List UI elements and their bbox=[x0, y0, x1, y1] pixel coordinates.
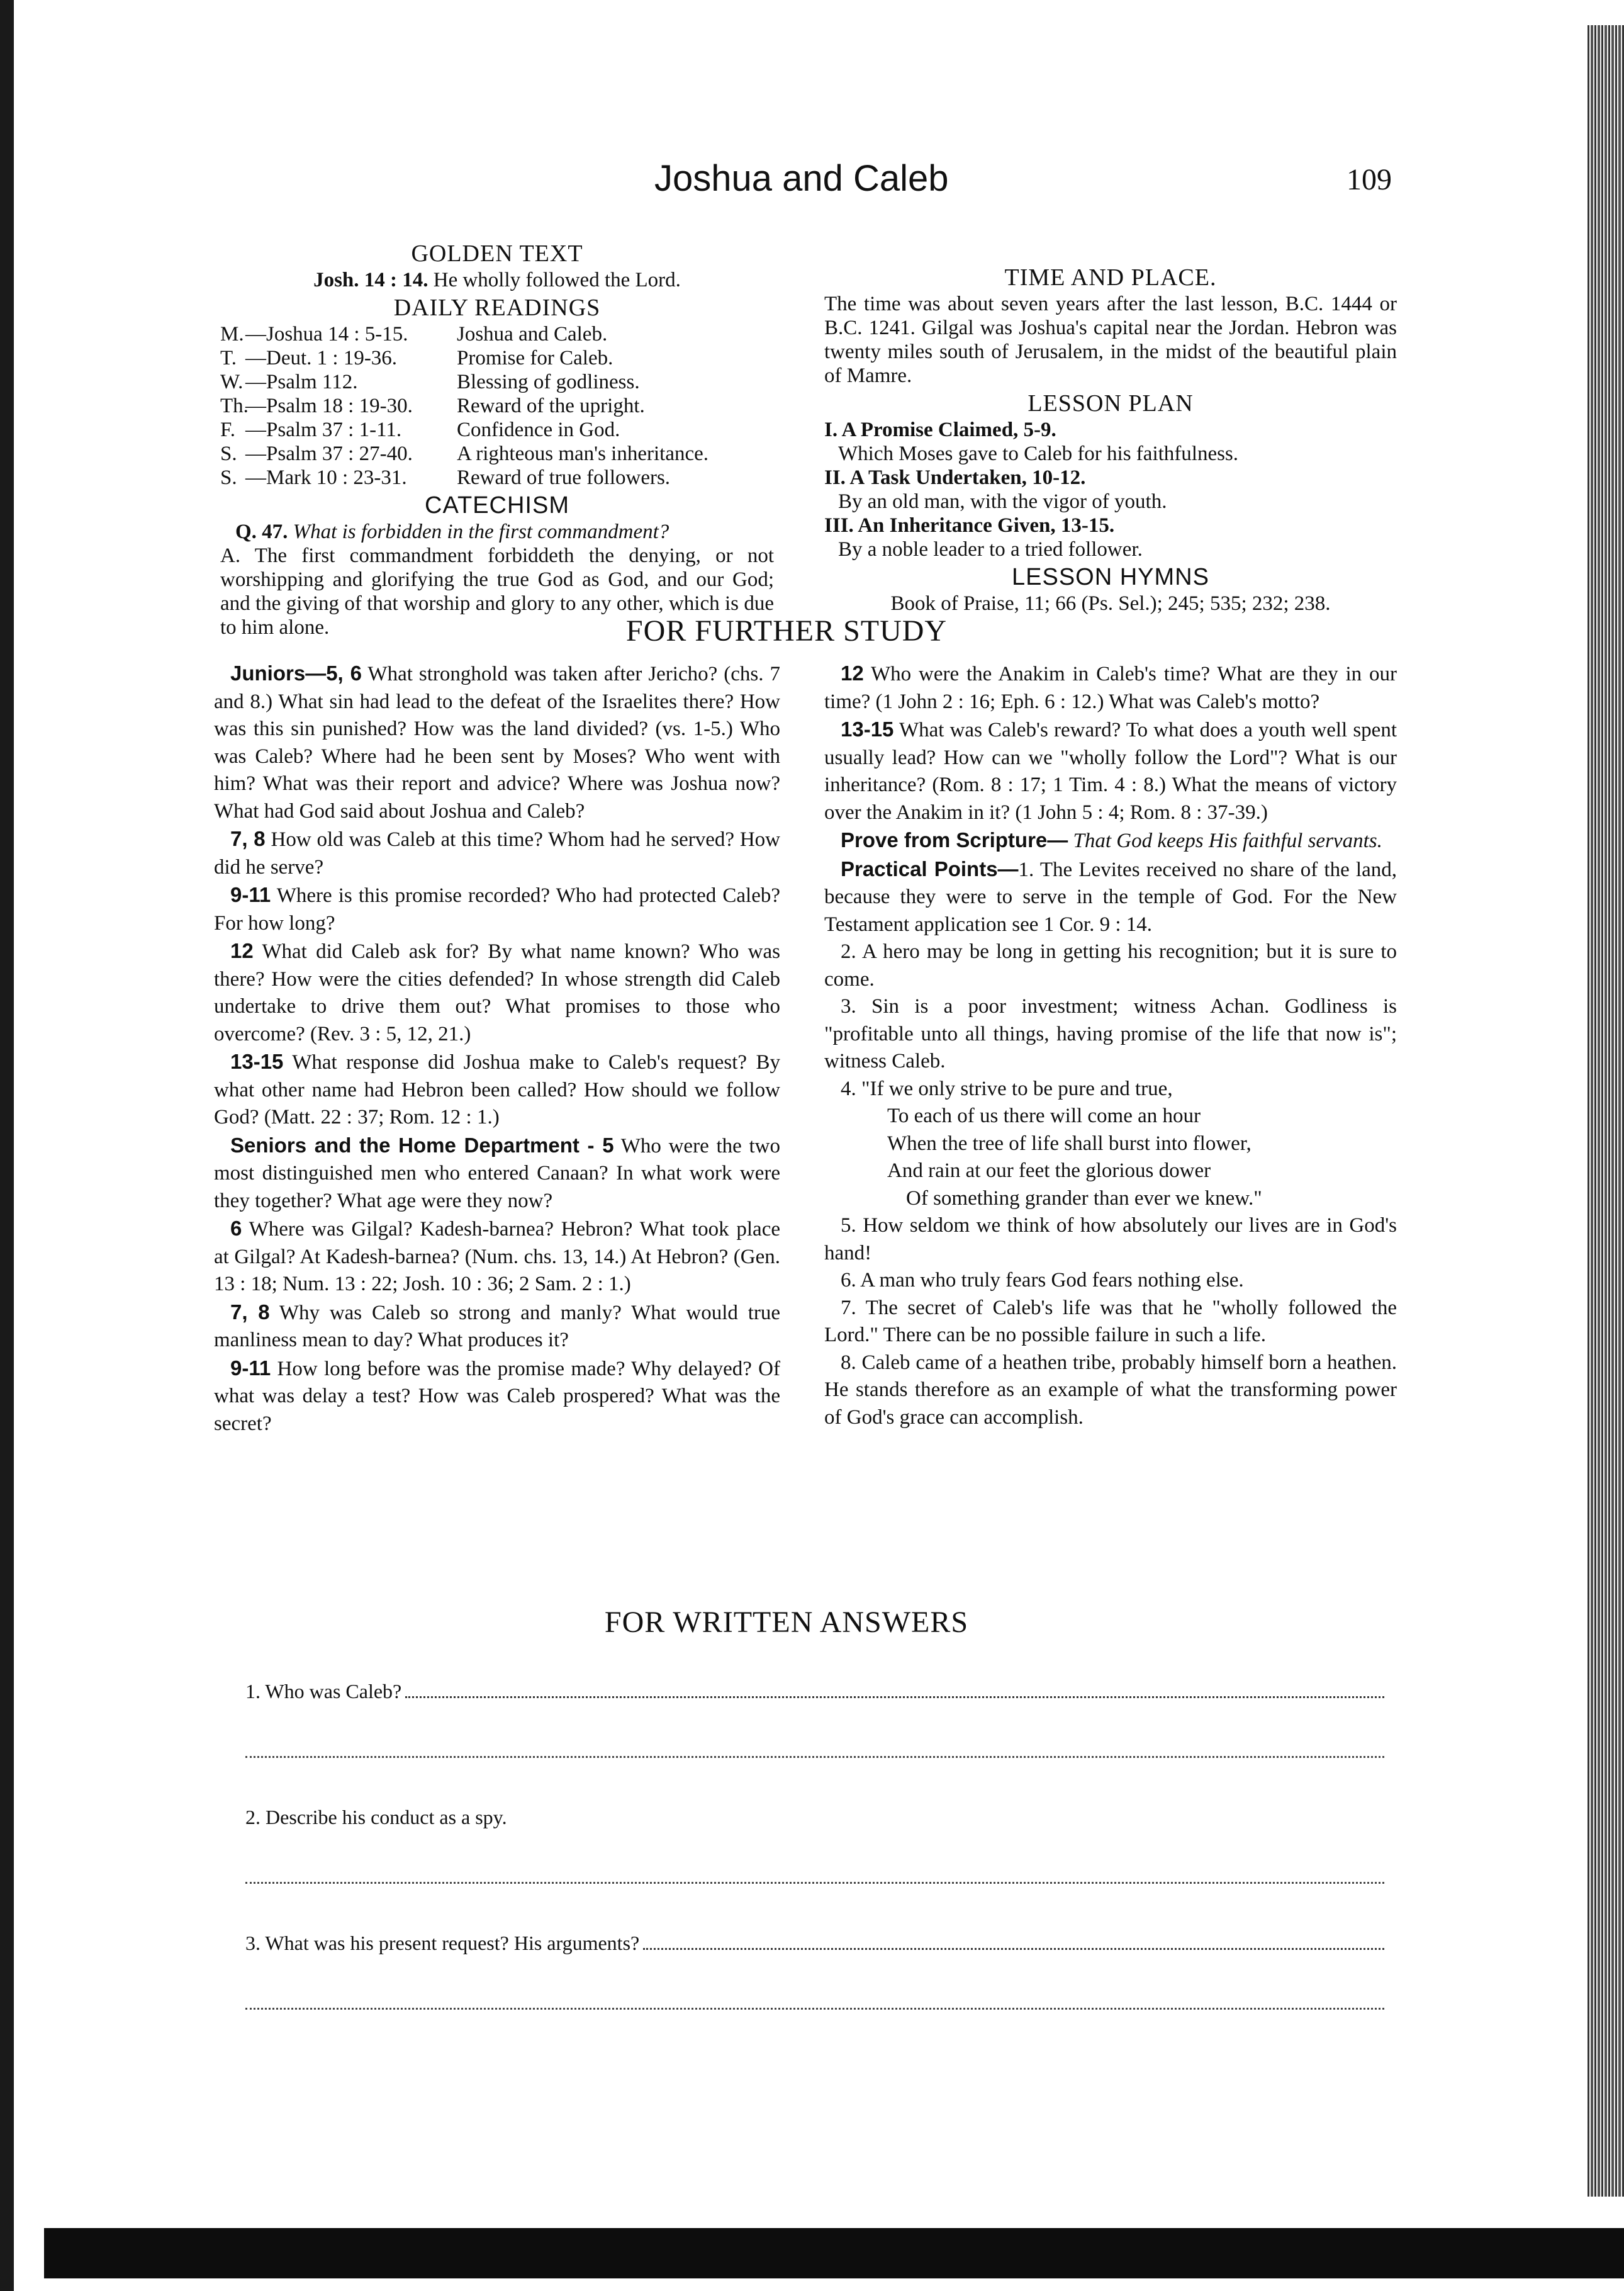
answer-line-1[interactable] bbox=[245, 1674, 1384, 1703]
further-study-heading: FOR FURTHER STUDY bbox=[625, 614, 948, 648]
poem-line: When the tree of life shall burst into flower, bbox=[887, 1132, 1252, 1155]
time-place-text: The time was about seven years after the last lesson, B.C. 1444 or B.C. 1241. Gilgal was Joshua's capital near the Jordan. Hebron was twenty miles south of Jerusalem, in the midst of the beautiful plain of Mamre. bbox=[824, 293, 1397, 387]
reading-row: S. —Psalm 37 : 27-40. A righteous man's inheritance. bbox=[220, 442, 709, 465]
study-paragraph: 3. Sin is a poor investment; witness Achan. Godliness is "profitable unto all things, having promise of the life that now is"; witness Caleb. bbox=[824, 995, 1397, 1072]
question-1: 1. Who was Caleb? bbox=[245, 1680, 402, 1703]
study-paragraph: 7, 8 Why was Caleb so strong and manly? What would true manliness mean to day? What produces it? bbox=[214, 1300, 781, 1351]
study-paragraph: 6. A man who truly fears God fears nothing else. bbox=[841, 1269, 1244, 1292]
answer-line-2[interactable] bbox=[245, 1800, 1384, 1829]
reading-row: F. —Psalm 37 : 1-11. Confidence in God. bbox=[220, 419, 620, 441]
further-study-right-column bbox=[824, 660, 1397, 1431]
study-paragraph: 4. "If we only strive to be pure and true, bbox=[841, 1077, 1173, 1100]
upper-left-column bbox=[220, 238, 774, 639]
answer-continuation-line[interactable] bbox=[245, 2008, 1384, 2010]
reading-row: S. —Mark 10 : 23-31. Reward of true followers. bbox=[220, 466, 671, 489]
page-binding-edge bbox=[0, 0, 14, 2291]
page-header bbox=[0, 157, 1624, 208]
study-paragraph: 12 Who were the Anakim in Caleb's time? What are they in our time? (1 John 2 : 16; Eph. 6 : 12.) What was Caleb's motto? bbox=[824, 661, 1397, 713]
further-study-left-column bbox=[214, 660, 780, 1438]
question-2: 2. Describe his conduct as a spy. bbox=[245, 1806, 507, 1828]
answer-continuation-line[interactable] bbox=[245, 1756, 1384, 1758]
question-3: 3. What was his present request? His arguments? bbox=[245, 1932, 640, 1954]
poem-line: Of something grander than ever we knew." bbox=[906, 1186, 1262, 1210]
study-paragraph: 5. How seldom we think of how absolutely our lives are in God's hand! bbox=[824, 1214, 1397, 1264]
upper-right-column bbox=[824, 238, 1397, 616]
daily-readings-heading: DAILY READINGS bbox=[393, 295, 601, 321]
page-number: 109 bbox=[1347, 163, 1392, 196]
reading-row: Th. —Psalm 18 : 19-30. Reward of the upright. bbox=[220, 395, 645, 417]
study-paragraph: 2. A hero may be long in getting his recognition; but it is sure to come. bbox=[824, 940, 1397, 991]
study-paragraph: 6 Where was Gilgal? Kadesh-barnea? Hebron? What took place at Gilgal? At Kadesh-barnea? (Num. chs. 13, 14.) At Hebron? (Gen. 13 : 18; Num. 13 : 22; Josh. 10 : 36; 2 Sam. 2 : 1.) bbox=[214, 1217, 780, 1295]
time-place-heading: TIME AND PLACE. bbox=[1004, 264, 1217, 291]
written-answers-heading: FOR WRITTEN ANSWERS bbox=[604, 1606, 969, 1639]
daily-readings-list bbox=[220, 322, 774, 490]
study-paragraph: 12 What did Caleb ask for? By what name known? Who was there? How were the cities defended? In whose strength did Caleb undertake to drive them out? What promises to those who overcome? (Rev. 3 : 5, 12, 21.) bbox=[214, 939, 780, 1045]
study-paragraph: 8. Caleb came of a heathen tribe, probably himself born a heathen. He stands therefore as an example of what the transforming power of God's grace can accomplish. bbox=[824, 1351, 1397, 1429]
lesson-plan-list: I. A Promise Claimed, 5-9. Which Moses gave to Caleb for his faithfulness. II. A Task Undertaken, 10-12. By an old man, with the vigor of youth. III. An Inheritance Given, 13-15. By a noble leader to a tried follower. bbox=[824, 419, 1239, 561]
bottom-scan-edge bbox=[44, 2228, 1624, 2278]
lesson-plan-heading: LESSON PLAN bbox=[1028, 390, 1194, 417]
answer-line-3[interactable] bbox=[245, 1926, 1384, 1955]
study-paragraph: Seniors and the Home Department - 5 Who were the two most distinguished men who entered Canaan? In what work were they together? What age were they now? bbox=[214, 1133, 781, 1212]
study-paragraph: 7. The secret of Caleb's life was that he "wholly followed the Lord." There can be no possible failure in such a life. bbox=[824, 1296, 1397, 1346]
study-paragraph: 9-11 How long before was the promise made? Why delayed? Of what was delay a test? How was Caleb prospered? What was the secret? bbox=[214, 1356, 780, 1435]
study-paragraph: 13-15 What response did Joshua make to Caleb's request? By what other name had Hebron been called? How should we follow God? (Matt. 22 : 37; Rom. 12 : 1.) bbox=[214, 1050, 780, 1129]
study-paragraph: 13-15 What was Caleb's reward? To what does a youth well spent usually lead? How can we "wholly follow the Lord"? What is our inheritance? (Rom. 8 : 17; 1 Tim. 4 : 8.) What the means of victory over the Anakim in it? (1 John 5 : 4; Rom. 8 : 37-39.) bbox=[824, 718, 1397, 824]
golden-text-ref: Josh. 14 : 14. bbox=[313, 269, 428, 291]
study-paragraph: 9-11 Where is this promise recorded? Who had protected Caleb? For how long? bbox=[214, 883, 781, 935]
running-title: Joshua and Caleb bbox=[654, 158, 949, 199]
page-binding-right-edge bbox=[1588, 25, 1624, 2197]
poem-line: And rain at our feet the glorious dower bbox=[887, 1159, 1211, 1182]
reading-row: W. —Psalm 112. Blessing of godliness. bbox=[220, 371, 640, 393]
catechism-question: Q. 47. What is forbidden in the first commandment? bbox=[235, 521, 669, 543]
poem-line: To each of us there will come an hour bbox=[887, 1105, 1201, 1127]
reading-row: M. —Joshua 14 : 5-15. Joshua and Caleb. bbox=[220, 323, 608, 346]
lesson-hymns-heading: LESSON HYMNS bbox=[1012, 564, 1209, 590]
golden-text bbox=[220, 268, 774, 292]
answer-continuation-line[interactable] bbox=[245, 1882, 1384, 1884]
study-paragraph: Juniors—5, 6 What stronghold was taken after Jericho? (chs. 7 and 8.) What sin had lead to the defeat of the Israelites there? How was this sin punished? How was the land divided? (vs. 1-5.) Who was Caleb? Where had he been sent by Moses? Who went with him? What was their report and advice? Where was Joshua now? What had God said about Joshua and Caleb? bbox=[214, 661, 781, 823]
lesson-hymns-text: Book of Praise, 11; 66 (Ps. Sel.); 245; 535; 232; 238. bbox=[890, 592, 1331, 615]
catechism-answer: A. The first commandment forbiddeth the denying, or not worshipping and glorifying the true God as God, and our God; and the giving of that worship and glory to any other, which is due to him alone. bbox=[220, 544, 774, 639]
reading-row: T. —Deut. 1 : 19-36. Promise for Caleb. bbox=[220, 347, 613, 369]
study-paragraph: Practical Points—1. The Levites received no share of the land, because they were to serve in the temple of God. For the New Testament application see 1 Cor. 9 : 14. bbox=[824, 857, 1397, 936]
study-paragraph: 7, 8 How old was Caleb at this time? Whom had he served? How did he serve? bbox=[214, 827, 781, 879]
study-paragraph: Prove from Scripture— That God keeps His faithful servants. bbox=[841, 828, 1382, 852]
catechism-heading: CATECHISM bbox=[425, 492, 569, 519]
golden-text-quote: He wholly followed the Lord. bbox=[433, 269, 681, 291]
golden-text-heading: GOLDEN TEXT bbox=[411, 240, 583, 267]
